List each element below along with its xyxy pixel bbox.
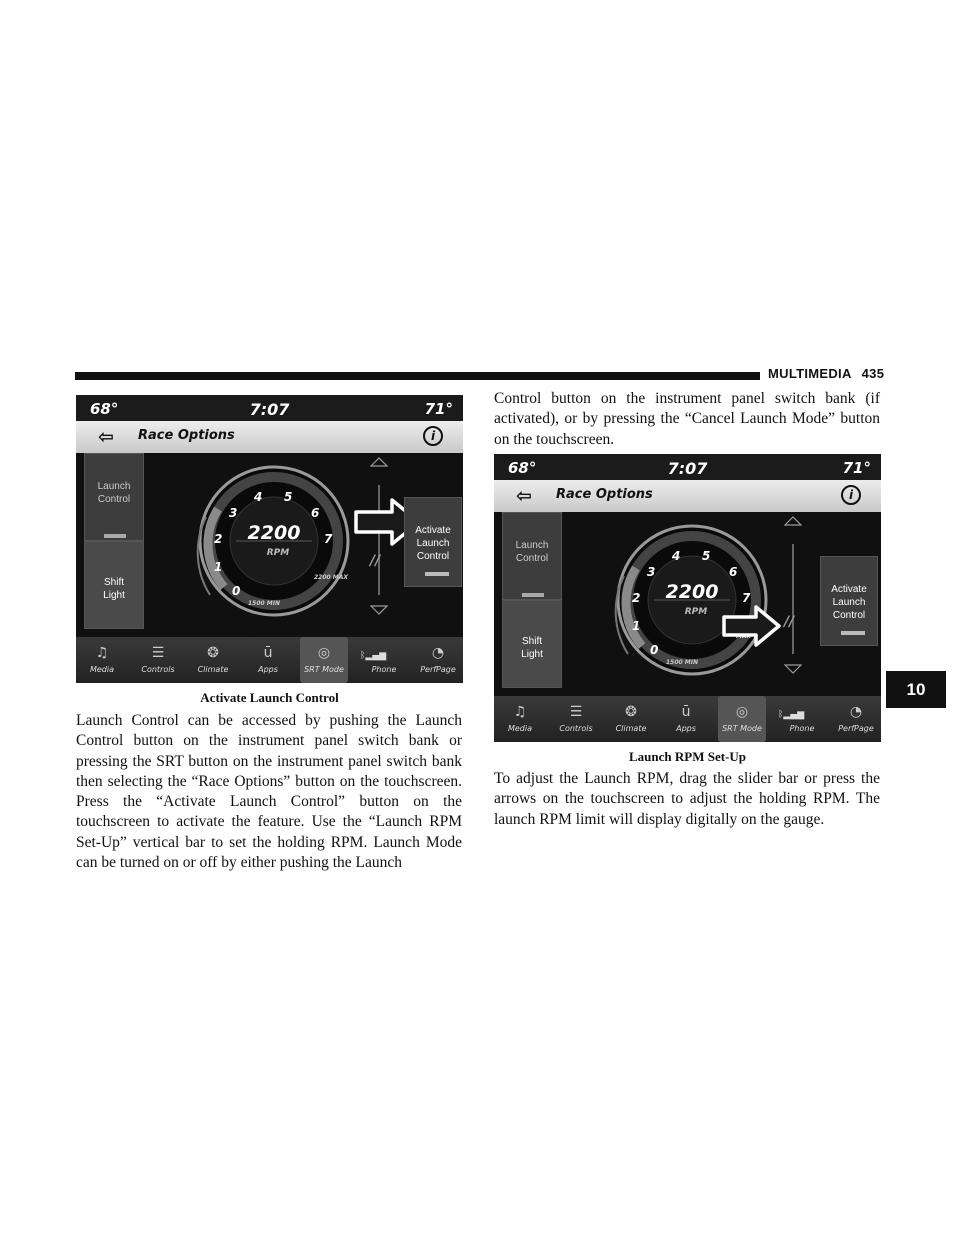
gauge-tick-1: 1 [632,619,641,633]
gauge-rpm-unit: RPM [684,607,708,617]
shift-light-button[interactable] [502,600,562,688]
gauge-tick-1: 1 [214,560,223,574]
gauge-min-label: 1500 MIN [248,600,281,607]
launch-control-button[interactable] [84,453,144,541]
outside-temp-left: 68° [90,400,119,418]
nav-media[interactable]: ♫ Media [496,696,544,742]
rpm-down-arrow-icon[interactable] [370,605,388,615]
gauge-tick-7: 7 [742,591,751,605]
launch-control-label: Launch Control [97,481,131,505]
nav-controls[interactable]: ☰ Controls [134,637,182,683]
bluetooth-icon: ᛒ▂▄▆ [360,651,387,661]
screen-launch-rpm-setup [494,454,881,742]
outside-temp-right: 71° [842,459,871,477]
outside-temp-right: 71° [424,400,453,418]
controls-icon: ☰ [569,704,583,720]
gauge-tick-5: 5 [702,549,711,563]
info-icon[interactable]: i [841,485,861,505]
screen-title: Race Options [138,428,235,443]
chapter-tab: 10 [886,671,946,708]
gauge-tick-6: 6 [311,506,320,520]
shift-light-button[interactable] [84,541,144,629]
rpm-up-arrow-icon[interactable] [370,457,388,467]
button-indicator [841,631,865,635]
nav-controls[interactable]: ☰ Controls [552,696,600,742]
nav-perfpage[interactable]: ◔ PerfPage [832,696,880,742]
climate-icon: ❂ [625,704,637,720]
nav-srt-mode[interactable]: ◎ SRT Mode [300,637,348,683]
launch-control-label: Launch Control [515,540,549,564]
nav-climate[interactable]: ❂ Climate [607,696,655,742]
nav-perfpage[interactable]: ◔ PerfPage [414,637,462,683]
outside-temp-left: 68° [508,459,537,477]
shift-light-label: Shift Light [103,577,125,601]
activate-label: Activate Launch Control [415,525,451,562]
rpm-up-arrow-icon[interactable] [784,516,802,526]
rpm-down-arrow-icon[interactable] [784,664,802,674]
bluetooth-icon: ᛒ▂▄▆ [778,710,805,720]
title-bar [494,480,881,512]
steering-wheel-icon: ◎ [317,645,331,661]
gauge-icon: ◔ [431,645,445,661]
gauge-min-label: 1500 MIN [666,659,699,666]
apps-icon: ū [263,645,273,661]
nav-media[interactable]: ♫ Media [78,637,126,683]
header-rule [75,372,760,380]
button-indicator [425,572,449,576]
main-area [494,512,881,696]
button-indicator [104,534,126,538]
nav-bar [76,637,463,683]
gauge-max-label: 2200 MAX [314,574,349,581]
activate-label: Activate Launch Control [831,584,867,621]
nav-phone[interactable]: Phone [789,724,815,733]
gauge-rpm-value: 2200 [247,522,301,544]
clock: 7:07 [249,400,290,419]
info-icon[interactable]: i [423,426,443,446]
apps-icon: ū [681,704,691,720]
climate-icon: ❂ [207,645,219,661]
status-bar [494,454,881,480]
body-text-left: Launch Control can be accessed by pushing the Launch Control button on the instrument panel switch bank or pressing the SRT button on the instrument panel switch bank then selecting the “Race Options” button on the touchscreen. Press the “Activate Launch Control” button on the touchscreen to activate the feature. Use the “Launch RPM Set-Up” vertical bar to set the holding RPM. Launch Mode can be turned on or off by either pushing the Launch [76,712,462,872]
gauge-rpm-unit: RPM [266,548,290,558]
gauge-tick-2: 2 [214,532,223,546]
body-text-right-top: Control button on the instrument panel switch bank (if activated), or by pressing the “Cancel Launch Mode” button on the touchscreen. [494,390,880,448]
gauge-tick-0: 0 [650,643,659,657]
controls-icon: ☰ [151,645,165,661]
screen-title: Race Options [556,487,653,502]
figure-caption-1: Activate Launch Control [200,690,339,705]
main-area [76,453,463,637]
clock: 7:07 [667,459,708,478]
rpm-slider-track[interactable] [792,544,794,654]
body-text-right-bottom: To adjust the Launch RPM, drag the slider bar or press the arrows on the touchscreen to adjust the holding RPM. The launch RPM limit will display digitally on the gauge. [494,770,880,828]
back-arrow-icon[interactable]: ⇦ [516,485,532,507]
figure-caption-2: Launch RPM Set-Up [628,749,746,764]
title-bar [76,421,463,453]
nav-phone[interactable]: Phone [371,665,397,674]
page-number: 435 [861,366,885,381]
back-arrow-icon[interactable]: ⇦ [98,426,114,448]
nav-apps[interactable]: ū Apps [662,696,710,742]
gauge-tick-4: 4 [254,490,263,504]
rpm-gauge [184,459,364,619]
nav-bar [494,696,881,742]
nav-srt-mode[interactable]: ◎ SRT Mode [718,696,766,742]
launch-control-button[interactable] [502,512,562,600]
steering-wheel-icon: ◎ [735,704,749,720]
rpm-slider-handle[interactable]: // [784,614,795,630]
nav-apps[interactable]: ū Apps [244,637,292,683]
gauge-tick-2: 2 [632,591,641,605]
music-note-icon: ♫ [513,704,527,720]
shift-light-label: Shift Light [521,636,543,660]
rpm-slider-handle[interactable]: // [370,553,381,569]
button-indicator [522,593,544,597]
gauge-tick-4: 4 [672,549,681,563]
activate-launch-control-button[interactable] [820,556,878,646]
rpm-gauge [602,518,782,678]
screen-activate-launch-control [76,395,463,683]
gauge-tick-6: 6 [729,565,738,579]
gauge-tick-0: 0 [232,584,241,598]
callout-arrow-icon [722,604,782,648]
activate-launch-control-button[interactable] [404,497,462,587]
gauge-tick-7: 7 [324,532,333,546]
gauge-tick-5: 5 [284,490,293,504]
status-bar [76,395,463,421]
music-note-icon: ♫ [95,645,109,661]
section-title: MULTIMEDIA [768,366,852,381]
gauge-tick-3: 3 [229,506,238,520]
gauge-tick-3: 3 [647,565,656,579]
gauge-icon: ◔ [849,704,863,720]
gauge-rpm-value: 2200 [665,581,719,603]
page-header [768,366,884,381]
nav-climate[interactable]: ❂ Climate [189,637,237,683]
